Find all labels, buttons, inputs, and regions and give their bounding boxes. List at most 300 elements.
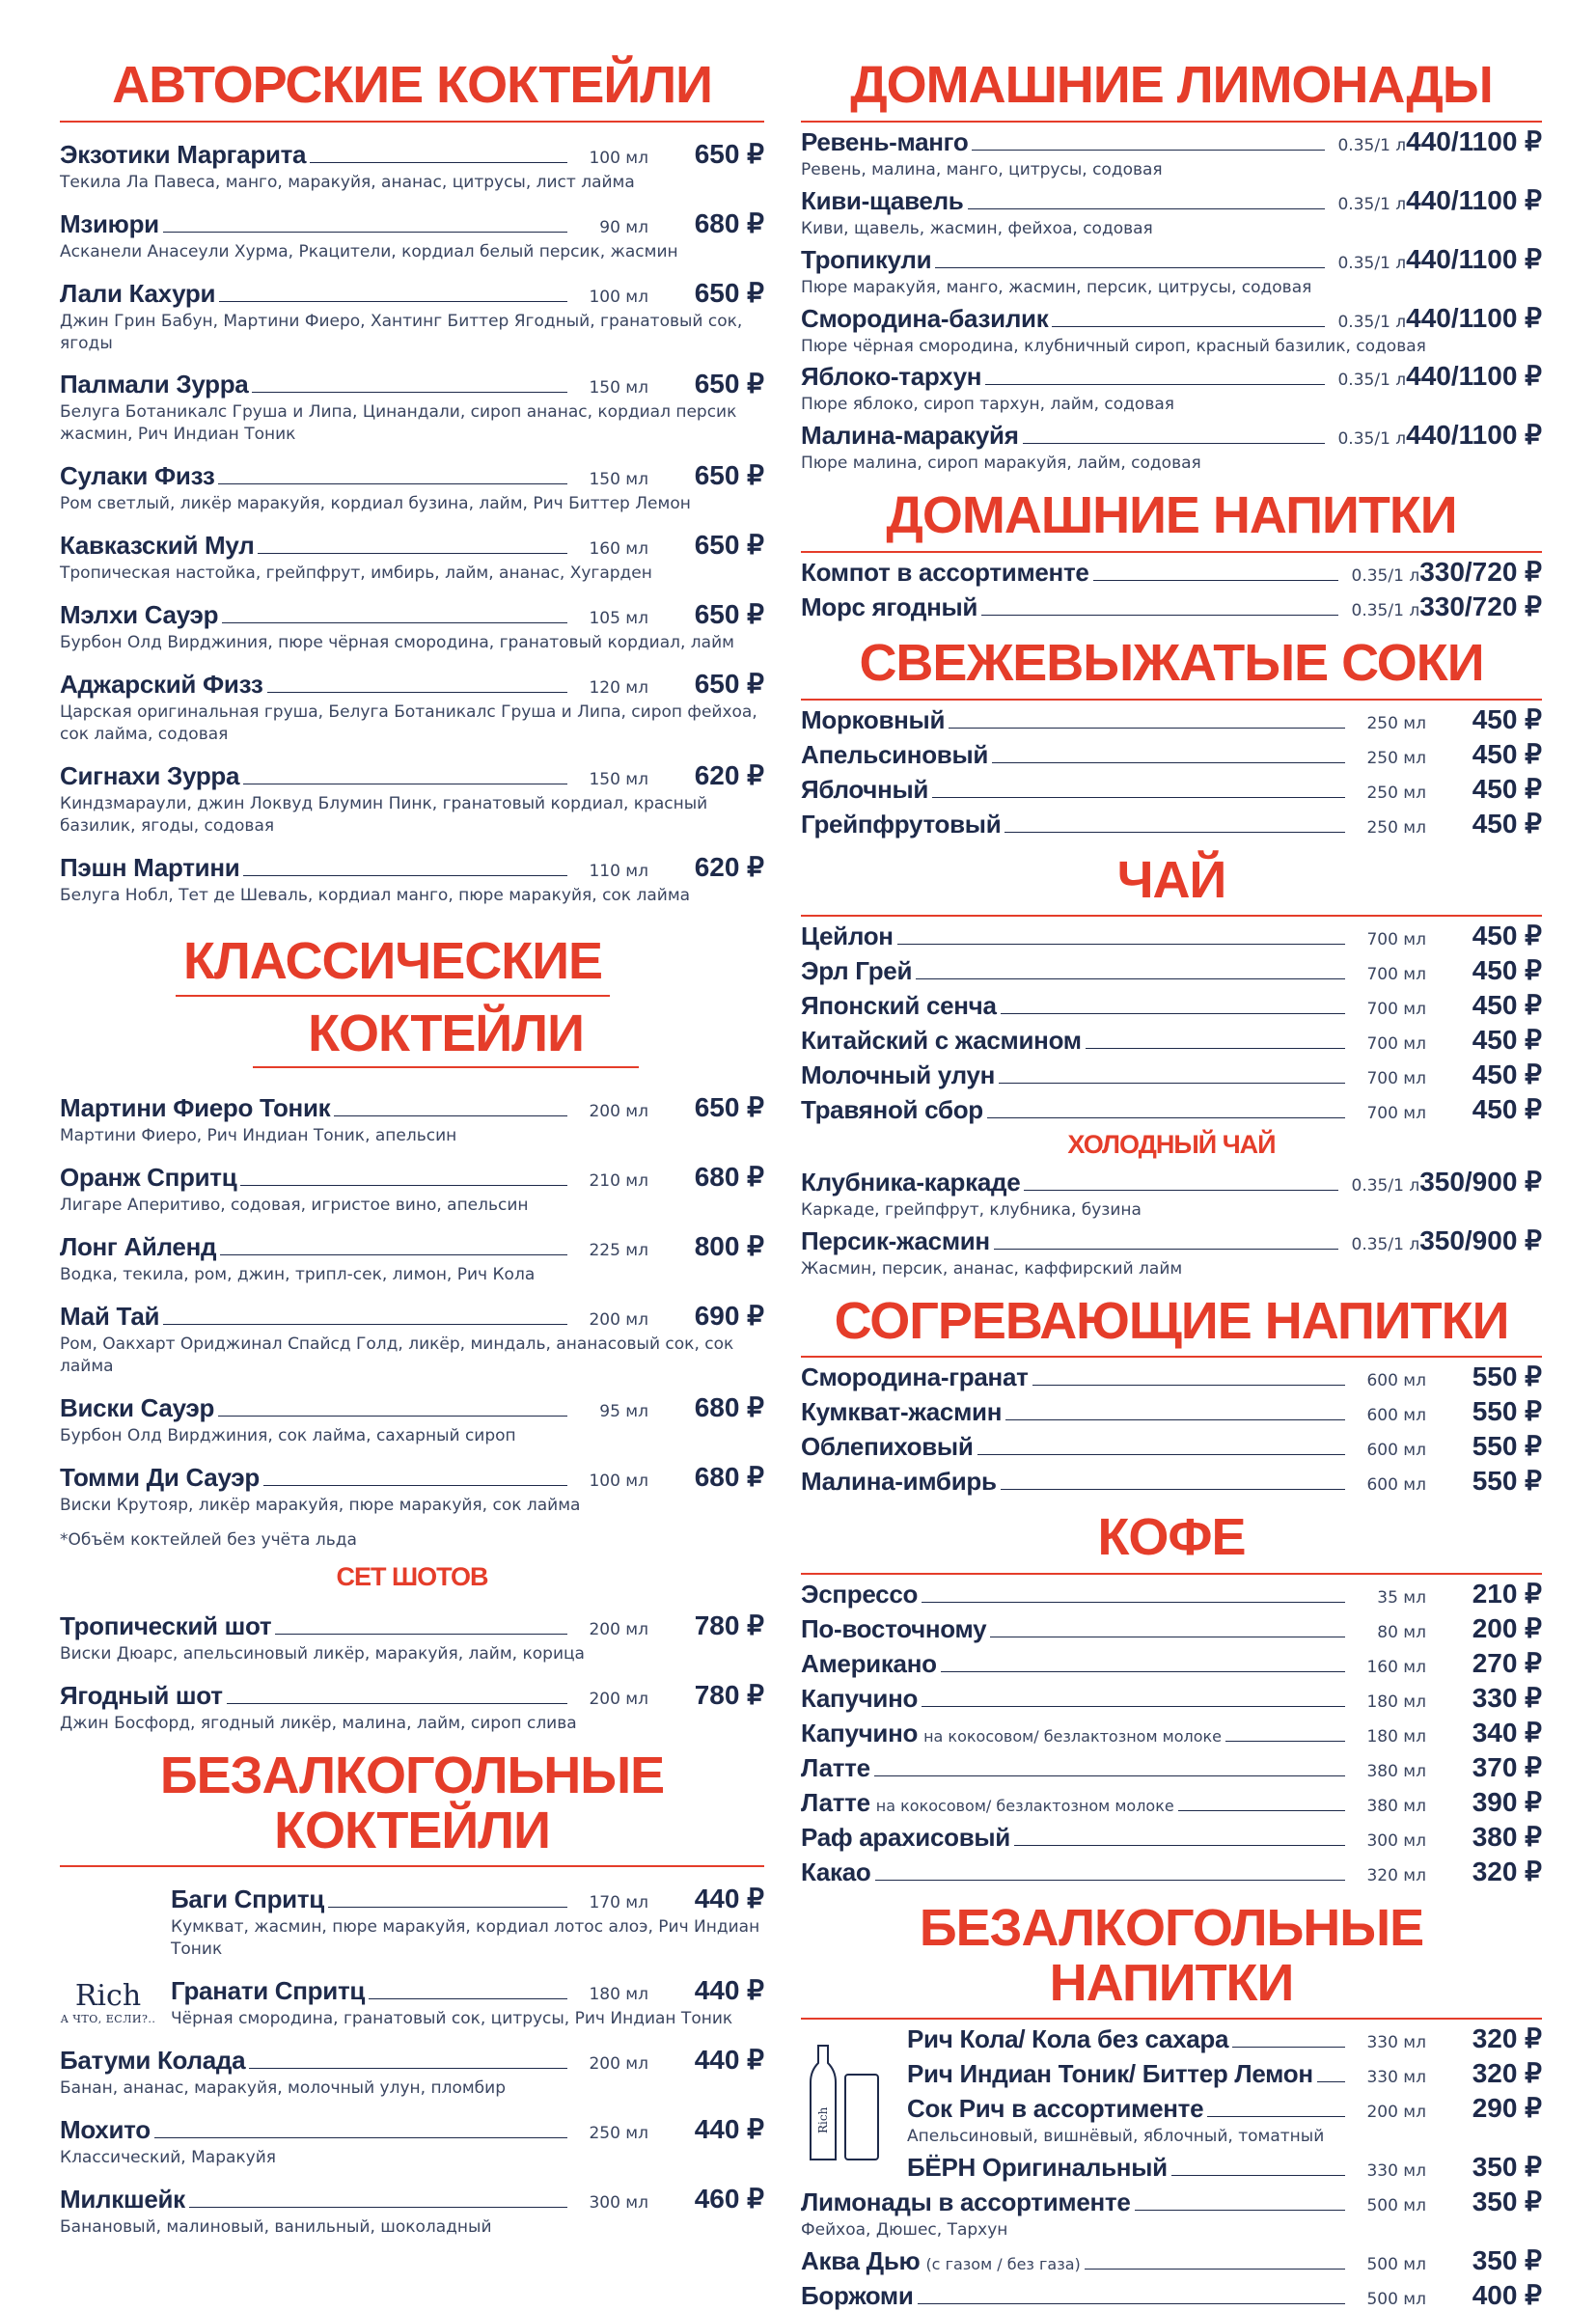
- item-description: Асканели Анасеули Хурма, Ркацители, кордиал белый персик, жасмин: [60, 241, 678, 261]
- leader-line: [897, 944, 1345, 945]
- item-name: Рич Индиан Тоник/ Биттер Лемон: [907, 2059, 1313, 2089]
- item-description: Апельсиновый, вишнёвый, яблочный, томатный: [907, 2127, 1325, 2147]
- leader-line: [1005, 1419, 1345, 1420]
- leader-line: [922, 1706, 1345, 1707]
- item-name: Капучино: [801, 1683, 919, 1713]
- menu-item-row: [907, 2022, 1542, 2054]
- menu-item-row: [801, 1612, 1542, 1644]
- menu-item-row: [801, 360, 1542, 392]
- leader-line: [968, 208, 1326, 209]
- item-name: Экзотики Маргарита: [60, 139, 307, 169]
- menu-item: [801, 1578, 1542, 1609]
- item-volume: 0.35/1 л: [1351, 601, 1420, 620]
- item-price: 800 ₽: [694, 1231, 764, 1262]
- leader-line: [949, 728, 1345, 729]
- menu-item: [801, 808, 1542, 839]
- item-price: 210 ₽: [1472, 1578, 1542, 1609]
- leader-line: [220, 1254, 567, 1255]
- menu-item: [801, 360, 1542, 416]
- section-title-classic-line2: КОКТЕЙЛИ: [253, 1006, 639, 1069]
- menu-item: [171, 1974, 764, 2030]
- item-name: Китайский с жасмином: [801, 1026, 1082, 1056]
- menu-item-row: [60, 1230, 764, 1262]
- leader-line: [1135, 2210, 1345, 2211]
- item-name: Гранати Спритц: [171, 1976, 366, 2006]
- menu-item-row: [801, 1856, 1542, 1887]
- leader-line: [1032, 1385, 1345, 1386]
- menu-item: [60, 368, 764, 446]
- rich-logo-text: Rich: [74, 1979, 142, 2014]
- item-volume: 100 мл: [589, 1471, 648, 1491]
- menu-item: [907, 2151, 1542, 2183]
- author-list: [60, 138, 764, 907]
- item-volume: 160 мл: [1366, 1657, 1426, 1677]
- item-price: 460 ₽: [694, 2184, 764, 2215]
- warming-list: [801, 1361, 1542, 1497]
- leader-line: [263, 1485, 567, 1486]
- menu-item: [60, 2113, 764, 2169]
- item-price: 650 ₽: [694, 669, 764, 700]
- menu-item: [801, 1821, 1542, 1853]
- item-price: 320 ₽: [1472, 2058, 1542, 2089]
- menu-item: [801, 989, 1542, 1021]
- menu-item-row: [801, 1647, 1542, 1679]
- menu-item: [801, 703, 1542, 735]
- item-volume: 600 мл: [1366, 1475, 1426, 1496]
- item-description: Водка, текила, ром, джин, трипл-сек, лимон, Рич Кола: [60, 1265, 536, 1285]
- item-volume: 90 мл: [599, 217, 648, 237]
- item-price: 400 ₽: [1472, 2280, 1542, 2311]
- item-volume: 330 мл: [1366, 2068, 1426, 2088]
- item-volume: 0.35/1 л: [1351, 566, 1420, 586]
- item-name: Мохито: [60, 2115, 151, 2145]
- item-price: 450 ₽: [1472, 773, 1542, 804]
- item-volume: 0.35/1 л: [1337, 371, 1407, 391]
- item-volume: 700 мл: [1366, 1034, 1426, 1055]
- item-volume: 700 мл: [1366, 1069, 1426, 1089]
- item-name: Кавказский Мул: [60, 531, 255, 561]
- menu-item-row: [801, 1465, 1542, 1497]
- menu-item: [60, 2044, 764, 2100]
- item-description: Классический, Маракуйя: [60, 2148, 277, 2168]
- section-title-home-drinks: ДОМАШНИЕ НАПИТКИ: [801, 488, 1542, 553]
- item-volume: 225 мл: [589, 1241, 648, 1261]
- item-name: Цейлон: [801, 922, 894, 951]
- classic-list: [60, 1091, 764, 1517]
- item-name: Эспрессо: [801, 1579, 919, 1609]
- menu-item-row: [801, 2186, 1542, 2217]
- menu-item: [60, 207, 764, 263]
- menu-item: [801, 2244, 1542, 2276]
- menu-item-row: [60, 1461, 764, 1493]
- leader-line: [369, 1998, 567, 1999]
- item-volume: 100 мл: [589, 148, 648, 168]
- menu-item: [60, 459, 764, 515]
- item-price: 650 ₽: [694, 599, 764, 630]
- item-volume: 95 мл: [599, 1401, 648, 1421]
- item-price: 340 ₽: [1472, 1717, 1542, 1747]
- item-description: Кумкват, жасмин, пюре маракуйя, кордиал лотос алоэ, Рич Индиан Тоник: [171, 1917, 760, 1960]
- leader-line: [1086, 1048, 1345, 1049]
- item-volume: 160 мл: [589, 539, 648, 560]
- item-volume: 700 мл: [1366, 1104, 1426, 1124]
- menu-item: [60, 138, 764, 194]
- menu-item-row: [60, 1091, 764, 1123]
- item-price: 350/900 ₽: [1419, 1224, 1542, 1255]
- menu-item-row: [801, 989, 1542, 1021]
- leader-line: [1001, 1013, 1345, 1014]
- item-volume: 700 мл: [1366, 965, 1426, 985]
- item-volume: 250 мл: [1366, 748, 1426, 768]
- item-volume: 200 мл: [589, 1102, 648, 1122]
- menu-item: [907, 2092, 1542, 2148]
- menu-item: [801, 1612, 1542, 1644]
- menu-item: [801, 1059, 1542, 1090]
- menu-item-row: [60, 1679, 764, 1711]
- leader-line: [275, 1634, 567, 1635]
- menu-item: [801, 419, 1542, 475]
- item-volume: 200 мл: [589, 1690, 648, 1710]
- item-name: Томми Ди Сауэр: [60, 1462, 260, 1492]
- leader-line: [985, 384, 1325, 385]
- menu-item: [801, 1647, 1542, 1679]
- leader-line: [258, 553, 567, 554]
- item-price: 450 ₽: [1472, 1094, 1542, 1125]
- menu-item-row: [60, 1300, 764, 1332]
- item-price: 650 ₽: [694, 530, 764, 561]
- leader-line: [992, 762, 1345, 763]
- item-name: Аджарский Физз: [60, 670, 263, 700]
- item-volume: 250 мл: [1366, 817, 1426, 838]
- item-price: 440/1100 ₽: [1406, 420, 1542, 451]
- item-price: 450 ₽: [1472, 808, 1542, 839]
- rich-logo-tagline: А ЧТО, ЕСЛИ?..: [60, 2013, 156, 2026]
- item-description: Текила Ла Павеса, манго, маракуйя, ананас, цитрусы, лист лайма: [60, 172, 635, 192]
- item-description: Банановый, малиновый, ванильный, шоколадный: [60, 2217, 492, 2238]
- item-volume: 250 мл: [1366, 713, 1426, 733]
- leader-line: [222, 622, 567, 623]
- leader-line: [240, 1185, 567, 1186]
- menu-item: [801, 1786, 1542, 1818]
- item-volume: 380 мл: [1366, 1796, 1426, 1816]
- item-description: Царская оригинальная груша, Белуга Ботаникалс Груша и Липа, сироп фейхоа, сок лайма, содовая: [60, 702, 757, 745]
- menu-item-row: [907, 2151, 1542, 2183]
- menu-item-row: [907, 2092, 1542, 2124]
- leader-line: [994, 1249, 1338, 1250]
- leader-line: [977, 1454, 1345, 1455]
- item-volume: 320 мл: [1366, 1865, 1426, 1885]
- menu-item-row: [60, 598, 764, 630]
- menu-item-row: [801, 243, 1542, 275]
- item-name: Киви-щавель: [801, 185, 964, 215]
- menu-item-row: [60, 138, 764, 170]
- item-volume: 300 мл: [1366, 1830, 1426, 1851]
- item-name: Японский сенча: [801, 991, 997, 1021]
- item-name: Баги Спритц: [171, 1885, 324, 1914]
- item-description: Джин Босфорд, ягодный ликёр, малина, лайм, сироп слива: [60, 1714, 577, 1734]
- item-description: Жасмин, персик, ананас, каффирский лайм: [801, 1258, 1183, 1279]
- item-volume: 330 мл: [1366, 2033, 1426, 2053]
- menu-item: [907, 2022, 1542, 2054]
- leader-line: [972, 150, 1325, 151]
- item-price: 320 ₽: [1472, 2023, 1542, 2054]
- menu-item: [801, 1361, 1542, 1392]
- item-name: Малина-маракуйя: [801, 421, 1019, 451]
- section-title-juices: СВЕЖЕВЫЖАТЫЕ СОКИ: [801, 636, 1542, 701]
- item-price: 620 ₽: [694, 760, 764, 790]
- section-title-warming: СОГРЕВАЮЩИЕ НАПИТКИ: [801, 1294, 1542, 1359]
- item-description: Каркаде, грейпфрут, клубника, бузина: [801, 1199, 1142, 1220]
- item-volume: 150 мл: [589, 770, 648, 789]
- leader-line: [243, 875, 567, 876]
- item-price: 680 ₽: [694, 1461, 764, 1492]
- menu-item-row: [801, 1059, 1542, 1090]
- section-title-soft-drinks: БЕЗАЛКОГОЛЬНЫЕ НАПИТКИ: [801, 1901, 1542, 2020]
- item-name: Персик-жасмин: [801, 1225, 990, 1255]
- leader-line: [249, 2068, 567, 2069]
- item-volume: 210 мл: [589, 1171, 648, 1192]
- menu-item-row: [801, 1751, 1542, 1783]
- menu-item: [801, 556, 1542, 588]
- item-volume: 600 мл: [1366, 1441, 1426, 1461]
- leader-line: [981, 615, 1338, 616]
- item-price: 550 ₽: [1472, 1362, 1542, 1392]
- menu-item: [801, 1024, 1542, 1056]
- item-volume: 500 мл: [1366, 2255, 1426, 2275]
- nonalc-list: [60, 1883, 764, 2239]
- section-title-classic-line1: КЛАССИЧЕСКИЕ: [176, 934, 610, 997]
- item-price: 680 ₽: [694, 1162, 764, 1193]
- menu-item: [60, 529, 764, 585]
- item-name: Боржоми: [801, 2281, 914, 2311]
- item-description: Пюре маракуйя, манго, жасмин, персик, цитрусы, содовая: [801, 277, 1312, 297]
- item-name: Сигнахи Зурра: [60, 761, 240, 790]
- item-description: Ром светлый, ликёр маракуйя, кордиал бузина, лайм, Рич Биттер Лемон: [60, 494, 691, 514]
- item-price: 650 ₽: [694, 277, 764, 308]
- item-volume: 700 мл: [1366, 1000, 1426, 1020]
- item-volume: 300 мл: [589, 2193, 648, 2214]
- item-note: (с газом / без газа): [925, 2255, 1081, 2274]
- item-name: Мзиюри: [60, 208, 159, 238]
- item-price: 450 ₽: [1472, 955, 1542, 986]
- item-name: Лимонады в ассортименте: [801, 2187, 1131, 2217]
- item-name: Мартини Фиеро Тоник: [60, 1093, 331, 1123]
- menu-item: [60, 1461, 764, 1517]
- item-description: Банан, ананас, маракуйя, молочный улун, пломбир: [60, 2078, 506, 2099]
- leader-line: [163, 1324, 567, 1325]
- menu-item: [801, 2186, 1542, 2242]
- menu-item: [801, 1224, 1542, 1280]
- menu-item: [801, 302, 1542, 358]
- leader-line: [1093, 580, 1339, 581]
- leader-line: [1052, 326, 1325, 327]
- menu-item: [801, 125, 1542, 181]
- juices-list: [801, 703, 1542, 839]
- item-name: Тропикули: [801, 244, 932, 274]
- item-volume: 250 мл: [589, 2124, 648, 2144]
- leader-line: [310, 162, 567, 163]
- menu-item: [801, 243, 1542, 299]
- item-name: Морс ягодный: [801, 592, 978, 621]
- item-volume: 0.35/1 л: [1337, 312, 1407, 332]
- item-price: 450 ₽: [1472, 990, 1542, 1021]
- menu-item-row: [801, 556, 1542, 588]
- item-name: Грейпфрутовый: [801, 809, 1002, 839]
- leader-line: [1023, 443, 1326, 444]
- leader-line: [1024, 1190, 1338, 1191]
- item-name: Яблочный: [801, 774, 929, 804]
- item-price: 200 ₽: [1472, 1612, 1542, 1643]
- item-description: Киви, щавель, жасмин, фейхоа, содовая: [801, 218, 1153, 238]
- leader-line: [218, 483, 567, 484]
- menu-item: [60, 851, 764, 907]
- menu-item-row: [801, 738, 1542, 770]
- leader-line: [227, 1703, 567, 1704]
- item-volume: 0.35/1 л: [1337, 135, 1407, 155]
- item-volume: 180 мл: [1366, 1726, 1426, 1747]
- menu-item-row: [60, 529, 764, 561]
- ice-footnote: *Объём коктейлей без учёта льда: [60, 1529, 357, 1550]
- bottle-label: Rich: [816, 2107, 830, 2134]
- item-volume: 105 мл: [589, 609, 648, 629]
- menu-item-row: [60, 2044, 764, 2076]
- item-volume: 700 мл: [1366, 930, 1426, 950]
- coffee-list: [801, 1578, 1542, 1887]
- menu-item: [801, 1682, 1542, 1714]
- item-name: Милкшейк: [60, 2185, 185, 2215]
- item-price: 550 ₽: [1472, 1396, 1542, 1427]
- menu-item: [60, 1091, 764, 1147]
- menu-item-row: [801, 808, 1542, 839]
- item-name: Клубника-каркаде: [801, 1167, 1021, 1197]
- item-name: Американо: [801, 1648, 937, 1678]
- item-price: 690 ₽: [694, 1301, 764, 1331]
- menu-item: [60, 2183, 764, 2239]
- item-price: 780 ₽: [694, 1610, 764, 1641]
- item-price: 440/1100 ₽: [1406, 184, 1542, 215]
- menu-item-row: [801, 1786, 1542, 1818]
- menu-item: [60, 1230, 764, 1286]
- item-price: 650 ₽: [694, 460, 764, 491]
- item-price: 330/720 ₽: [1419, 592, 1542, 621]
- menu-item-row: [60, 1161, 764, 1193]
- item-description: Джин Грин Бабун, Мартини Фиеро, Хантинг Биттер Ягодный, гранатовый сок, ягоды: [60, 311, 743, 353]
- leader-line: [1171, 2175, 1345, 2176]
- item-price: 370 ₽: [1472, 1751, 1542, 1782]
- item-price: 320 ₽: [1472, 1856, 1542, 1886]
- section-title-shots: СЕТ ШОТОВ: [336, 1561, 488, 1591]
- nonalc-block: [60, 1883, 764, 2239]
- menu-item: [801, 2279, 1542, 2311]
- leader-line: [935, 267, 1325, 268]
- item-price: 440 ₽: [694, 1975, 764, 2006]
- item-volume: 200 мл: [589, 2054, 648, 2075]
- item-description: Виски Дюарс, апельсиновый ликёр, маракуйя, лайм, корица: [60, 1644, 585, 1664]
- item-price: 450 ₽: [1472, 921, 1542, 951]
- item-price: 780 ₽: [694, 1680, 764, 1711]
- leader-line: [163, 232, 567, 233]
- leader-line: [1225, 1741, 1345, 1742]
- menu-item: [801, 1856, 1542, 1887]
- menu-item-row: [801, 419, 1542, 451]
- leader-line: [1014, 1845, 1345, 1846]
- item-volume: 500 мл: [1366, 2196, 1426, 2216]
- item-volume: 120 мл: [589, 678, 648, 699]
- menu-item-row: [801, 920, 1542, 951]
- menu-item: [801, 1395, 1542, 1427]
- item-price: 440/1100 ₽: [1406, 361, 1542, 392]
- item-volume: 80 мл: [1377, 1622, 1426, 1642]
- item-volume: 0.35/1 л: [1337, 429, 1407, 450]
- leader-line: [932, 797, 1345, 798]
- item-description: Чёрная смородина, гранатовый сок, цитрусы, Рич Индиан Тоник: [171, 2009, 733, 2029]
- cold-tea-list: [801, 1166, 1542, 1280]
- menu-item-row: [801, 2279, 1542, 2311]
- menu-item: [60, 1609, 764, 1665]
- item-name: Травяной сбор: [801, 1095, 983, 1125]
- menu-item-row: [907, 2057, 1542, 2089]
- item-name: Ревень-манго: [801, 126, 969, 156]
- leader-line: [189, 2207, 567, 2208]
- leader-line: [922, 1602, 1345, 1603]
- item-price: 650 ₽: [694, 1092, 764, 1123]
- item-description: Виски Крутояр, ликёр маракуйя, пюре маракуйя, сок лайма: [60, 1495, 581, 1515]
- shots-list: [60, 1609, 764, 1735]
- leader-line: [1001, 1489, 1345, 1490]
- item-name: Лонг Айленд: [60, 1232, 217, 1262]
- menu-item: [60, 1161, 764, 1217]
- item-name: Кумкват-жасмин: [801, 1397, 1003, 1427]
- item-description: Белуга Нобл, Тет де Шеваль, кордиал манго, пюре маракуйя, сок лайма: [60, 885, 691, 905]
- leader-line: [875, 1880, 1345, 1881]
- item-description: Фейхоа, Дюшес, Тархун: [801, 2220, 1008, 2241]
- item-volume: 200 мл: [589, 1620, 648, 1640]
- item-note: на кокосовом/ безлактозном молоке: [923, 1726, 1223, 1746]
- item-name: Сок Рич в ассортименте: [907, 2094, 1204, 2124]
- menu-item: [60, 1679, 764, 1735]
- item-name: По-восточному: [801, 1613, 987, 1643]
- menu-item-row: [171, 1974, 764, 2006]
- menu-item-row: [801, 954, 1542, 986]
- leader-line: [219, 301, 567, 302]
- leader-line: [1232, 2047, 1345, 2048]
- menu-item: [801, 1093, 1542, 1125]
- item-volume: 35 мл: [1377, 1587, 1426, 1608]
- item-name: Смородина-базилик: [801, 303, 1049, 333]
- menu-item-row: [801, 302, 1542, 334]
- menu-item-row: [801, 591, 1542, 622]
- menu-item: [907, 2057, 1542, 2089]
- item-price: 350 ₽: [1472, 2187, 1542, 2217]
- item-price: 270 ₽: [1472, 1647, 1542, 1678]
- menu-item-row: [60, 668, 764, 700]
- left-column: [60, 58, 764, 2239]
- item-volume: 0.35/1 л: [1337, 194, 1407, 214]
- item-name: Смородина-гранат: [801, 1362, 1029, 1392]
- lemonades-list: [801, 125, 1542, 476]
- leader-line: [1178, 1810, 1345, 1811]
- item-name: Палмали Зурра: [60, 370, 249, 399]
- item-description: Пюре яблоко, сироп тархун, лайм, содовая: [801, 395, 1174, 415]
- item-volume: 180 мл: [1366, 1692, 1426, 1712]
- item-volume: 170 мл: [589, 1893, 648, 1913]
- rich-logo: [60, 1979, 156, 2025]
- item-name: Виски Сауэр: [60, 1392, 215, 1422]
- item-price: 440/1100 ₽: [1406, 302, 1542, 333]
- section-title-cold-tea: ХОЛОДНЫЙ ЧАЙ: [1067, 1130, 1276, 1160]
- menu-item: [60, 668, 764, 746]
- leader-line: [941, 1671, 1345, 1672]
